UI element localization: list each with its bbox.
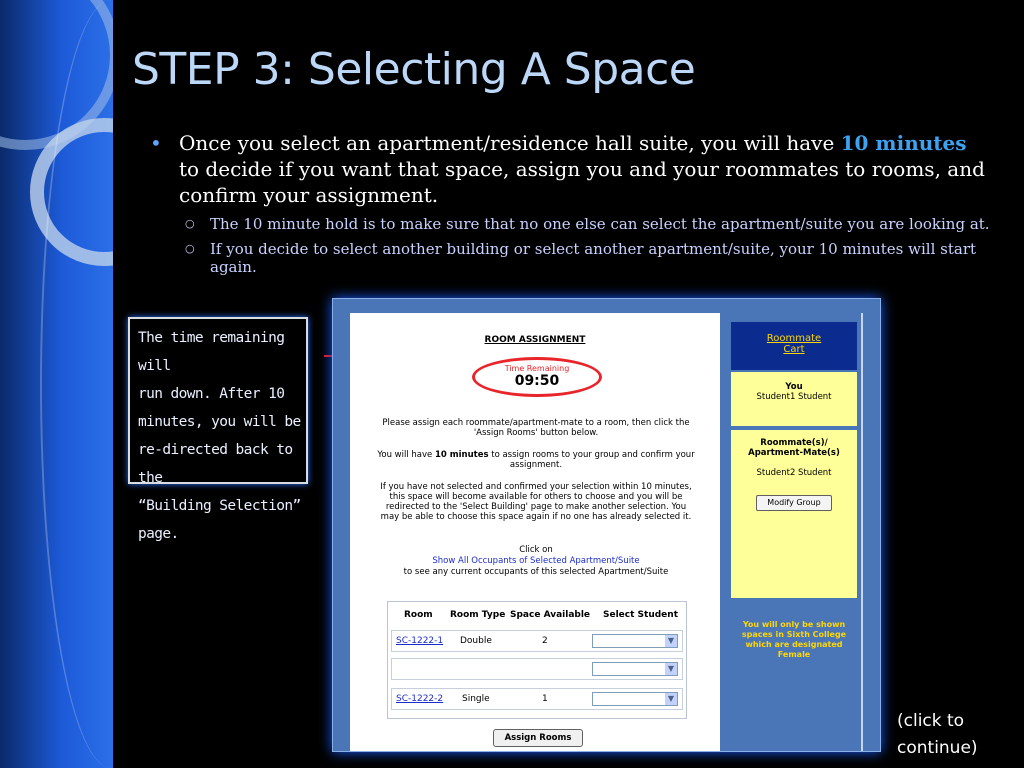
you-label: You [785,382,803,392]
room-table [387,601,687,719]
header-room: Room [404,610,433,620]
bullet-text-pre: Once you select an apartment/residence hall suite, you will have [179,131,841,155]
slide-title: STEP 3: Selecting A Space [132,44,696,95]
cart-roommates-section [731,430,857,598]
sub-bullet [185,215,990,233]
time-limit-bold: 10 minutes [434,450,489,460]
time-limit-text [376,450,696,470]
roommate-name: Student2 Student [756,468,832,478]
occupants-hint-text: to see any current occupants of this selected Apartment/Suite [403,567,669,577]
callout-line: “Building Selection” [138,498,301,514]
callout-box [128,317,308,542]
assign-rooms-button[interactable]: Assign Rooms [493,729,583,747]
callout-line: page. [138,526,179,542]
embedded-screenshot [332,298,881,752]
table-row [391,658,683,680]
space-available-cell: 2 [542,636,548,646]
bullet-list [150,130,990,276]
instruction-text: Please assign each roommate/apartment-mate to a room, then click the 'Assign Rooms' button below. [382,418,690,438]
main-bullet [150,130,990,208]
roommates-label: Apartment-Mate(s) [748,448,840,458]
sub-bullet-text: If you decide to select another building or select another apartment/suite, your 10 minutes will start again. [210,240,977,276]
table-row [391,630,683,652]
room-type-cell: Single [462,694,490,704]
table-row [391,688,683,710]
decorative-side-band [0,0,113,768]
you-name: Student1 Student [756,392,832,402]
click-on-text: Click on [519,545,553,555]
cart-title-line: Cart [783,344,805,355]
callout-line: run down. After 10 [138,386,285,402]
room-assignment-panel [350,313,720,751]
room-link[interactable]: SC-1222-2 [396,694,444,704]
sub-bullet [185,240,990,276]
space-available-cell: 1 [542,694,548,704]
cart-divider [861,313,863,751]
time-limit-pre: You will have [377,450,435,460]
roommates-label: Roommate(s)/ [760,438,828,448]
callout-line: The time remaining will [138,330,285,374]
time-remaining-label: Time Remaining [504,364,570,373]
callout-line: re-directed back to the [138,442,293,486]
chevron-down-icon: ▼ [665,635,677,647]
cart-you-section [731,372,857,426]
select-student-dropdown[interactable] [592,692,678,706]
time-limit-post: to assign rooms to your group and confirm your assignment. [488,450,695,470]
header-room-type: Room Type [450,610,506,620]
modify-group-button[interactable]: Modify Group [756,495,832,511]
header-select-student: Select Student [603,610,678,620]
time-remaining-badge [472,357,602,397]
header-space-available: Space Available [510,610,591,620]
sub-bullet-circle-icon: ○ [185,242,195,255]
bullet-highlight: 10 minutes [840,131,967,155]
click-to-continue[interactable] [897,708,978,762]
room-assignment-heading: ROOM ASSIGNMENT [484,335,586,345]
bullet-dot-icon: • [150,131,162,155]
callout-line: minutes, you will be [138,414,301,430]
sub-bullet-circle-icon: ○ [185,217,195,230]
show-occupants-link[interactable]: Show All Occupants of Selected Apartment/Suite [432,556,640,566]
sub-bullet-text: The 10 minute hold is to make sure that no one else can select the apartment/suite you are looking at. [210,215,990,233]
select-student-dropdown[interactable] [592,634,678,648]
select-student-dropdown[interactable] [592,662,678,676]
cart-note: You will only be shown spaces in Sixth College which are designated Female [741,620,847,659]
cart-title-line: Roommate [766,333,822,344]
time-remaining-value: 09:50 [514,373,560,389]
warning-text: If you have not selected and confirmed your selection within 10 minutes, this space will become available for others to choose and you will be redirected to the 'Select Building' page to make another selection. You may be able to choose this space again if no one has already selected it. [380,482,692,522]
continue-line: continue) [897,738,978,758]
room-type-cell: Double [460,636,492,646]
room-link[interactable]: SC-1222-1 [396,636,444,646]
roommate-cart-header[interactable] [731,322,857,370]
chevron-down-icon: ▼ [665,693,677,705]
chevron-down-icon: ▼ [665,663,677,675]
continue-line: (click to [897,711,965,731]
bullet-text-post: to decide if you want that space, assign you and your roommates to rooms, and confirm your assignment. [179,157,985,207]
